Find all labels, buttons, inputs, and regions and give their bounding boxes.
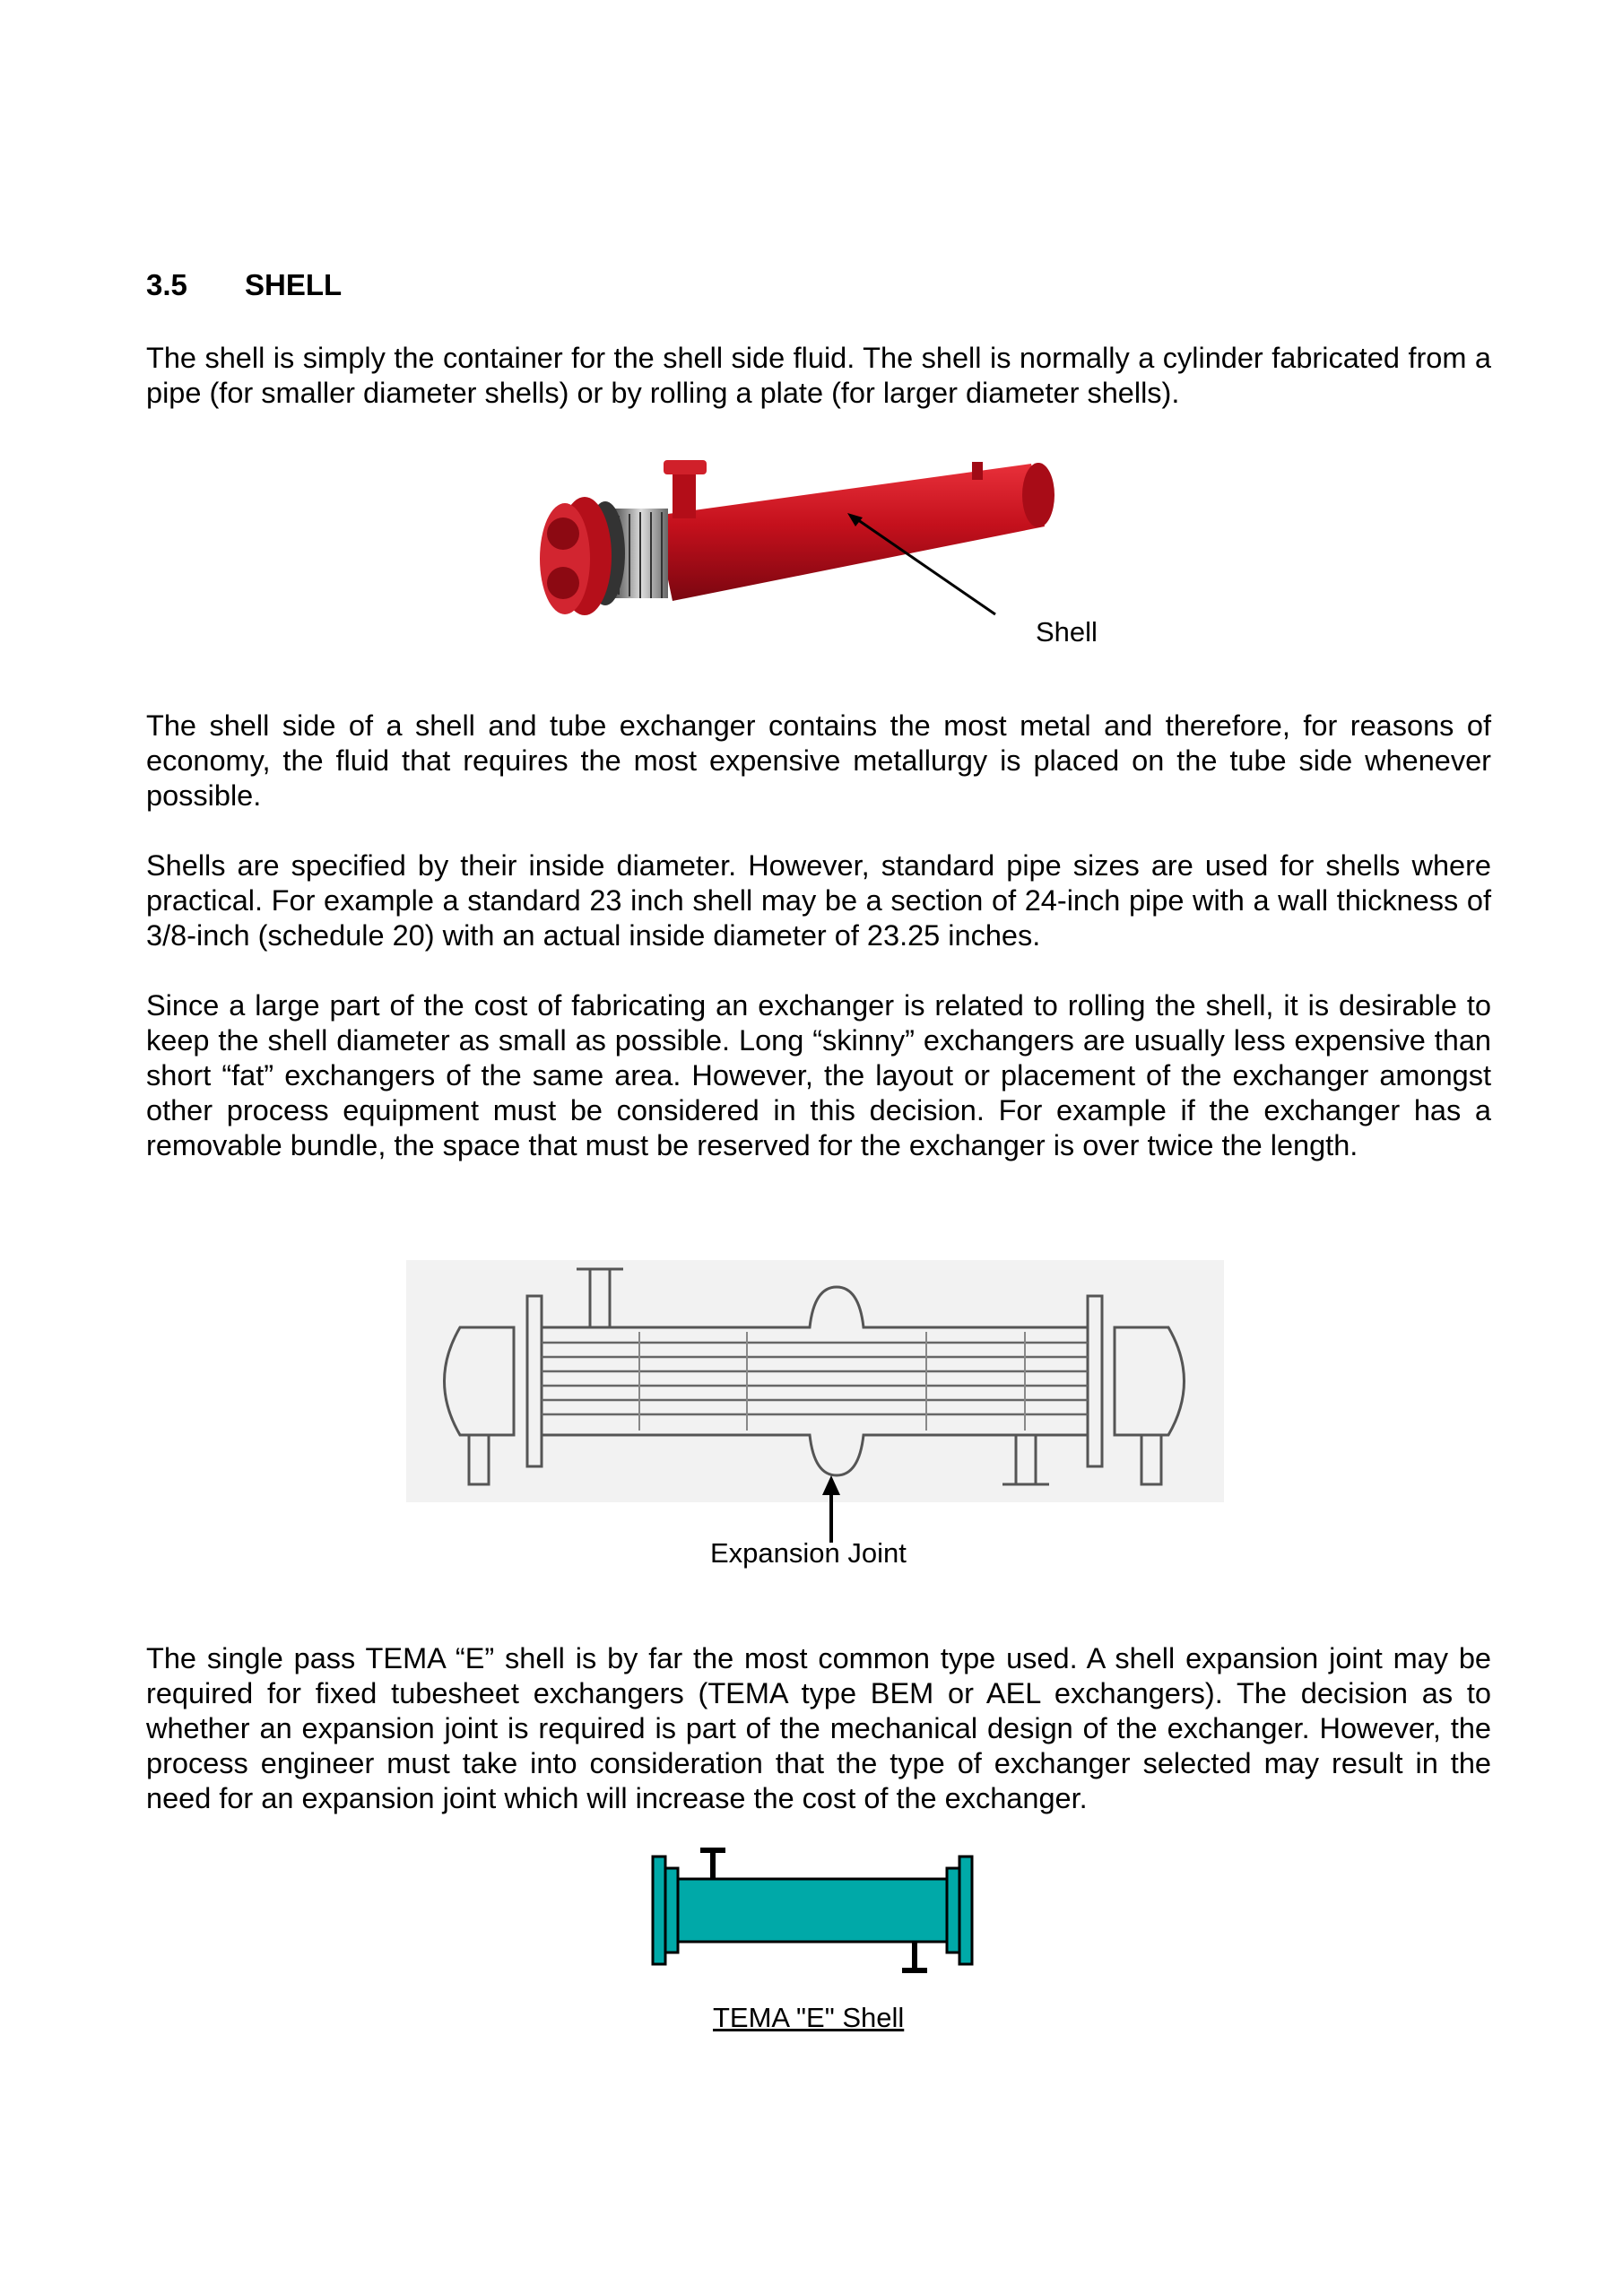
paragraph-4: Since a large part of the cost of fabricating an exchanger is related to rolling the shell, it is desirable to keep the shell diameter as small as possible. Long “skinny” exchangers are usually less expensive than short “fat” exchangers of the same area. However, the layout or placement of the exchanger amongst other process equipment must be considered in this decision. For example if the exchanger has a removable bundle, the space that must be reserved for the exchanger is over twice the length. (146, 989, 1491, 1161)
section-number: 3.5 (146, 268, 187, 301)
paragraph-2: The shell side of a shell and tube exchanger contains the most metal and therefore, for reasons of economy, the fluid that requires the most expensive metallurgy is placed on the tube side whenever possible. (146, 709, 1491, 812)
shell-label: Shell (1036, 616, 1098, 648)
channel-head (540, 497, 625, 615)
paragraph-5: The single pass TEMA “E” shell is by far the most common type used. A shell expansion joint may be required for fixed tubesheet exchangers (TEMA type BEM or AEL exchangers). The decision as to whether an expansion joint is required is part of the mechanical design of the exchanger. However, the process engineer must take into consideration that the type of exchanger selected may result in the need for an expansion joint which will increase the cost of the exchanger. (146, 1642, 1491, 1814)
tema-e-shell-figure (650, 1843, 977, 1978)
exchanger-section-drawing (406, 1260, 1224, 1502)
shell-exchanger-figure (529, 444, 1112, 659)
shell-body (655, 460, 1055, 601)
expansion-joint-label: Expansion Joint (710, 1537, 907, 1569)
expansion-joint-arrow (818, 1475, 845, 1543)
section-title: SHELL (245, 268, 343, 301)
paragraph-1: The shell is simply the container for the shell side fluid. The shell is normally a cylinder fabricated from a pipe (for smaller diameter shells) or by rolling a plate (for larger diameter shells). (146, 342, 1491, 409)
paragraph-3: Shells are specified by their inside diameter. However, standard pipe sizes are used for shells where practical. For example a standard 23 inch shell may be a section of 24-inch pipe with a wall thickness of 3/8-inch (schedule 20) with an actual inside diameter of 23.25 inches. (146, 849, 1491, 952)
section-heading (146, 265, 342, 305)
tema-e-shell-caption: TEMA "E" Shell (713, 2002, 905, 2033)
